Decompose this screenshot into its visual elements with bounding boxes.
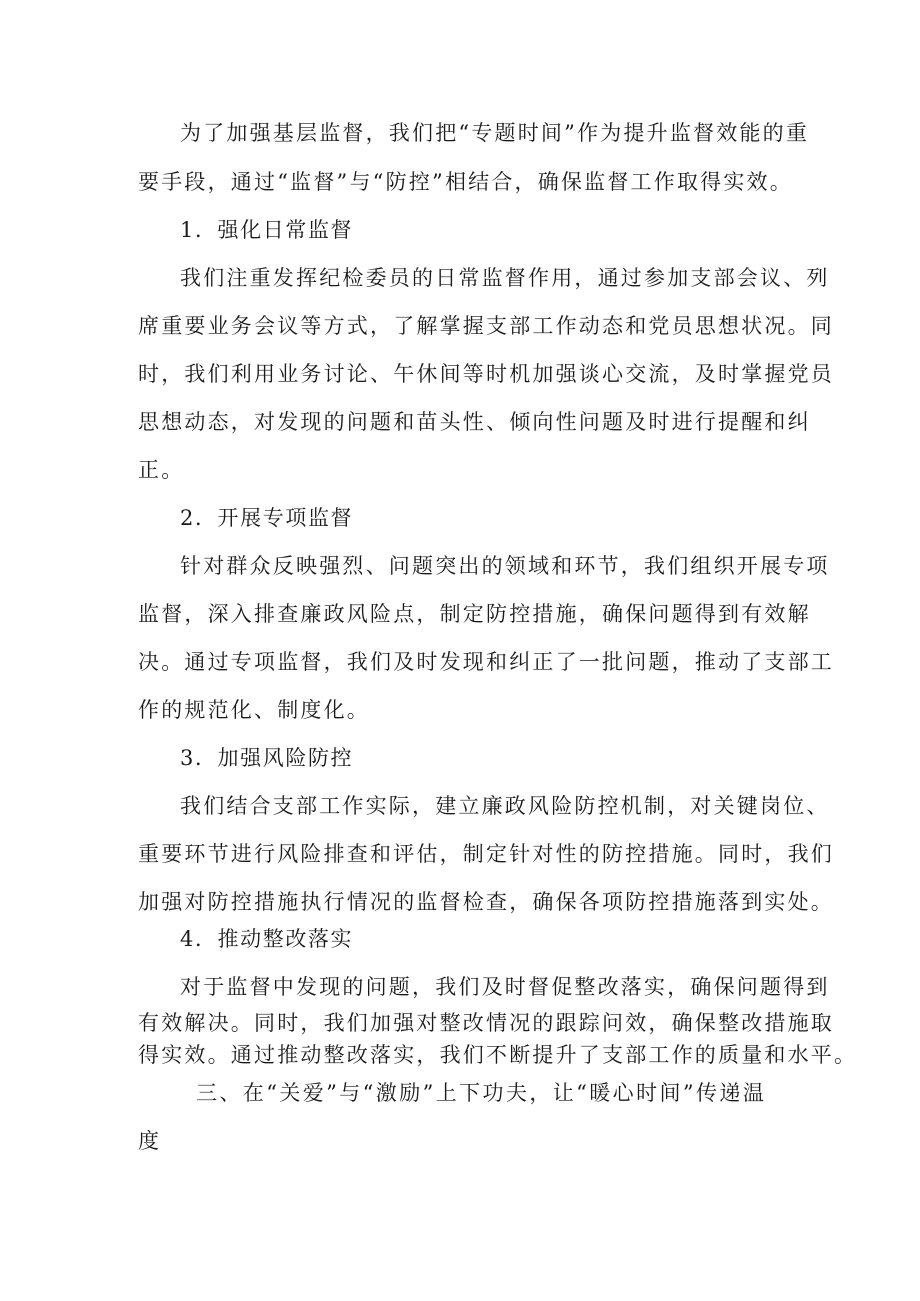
paragraph-line: 作的规范化、制度化。 [138, 698, 370, 722]
paragraph-line: 思想动态，对发现的问题和苗头性、倾向性问题及时进行提醒和纠 [138, 410, 811, 434]
paragraph-line: 要手段，通过“监督”与“防控”相结合，确保监督工作取得实效。 [138, 170, 793, 194]
paragraph-line: 有效解决。同时，我们加强对整改情况的跟踪问效，确保整改措施取 [138, 1011, 834, 1035]
paragraph-line: 加强对防控措施执行情况的监督检查，确保各项防控措施落到实处。 [138, 890, 834, 914]
paragraph-line: 对于监督中发现的问题，我们及时督促整改落实，确保问题得到 [180, 975, 830, 999]
chapter-heading-continued: 度 [138, 1129, 162, 1153]
section-heading-1: 1．强化日常监督 [180, 218, 354, 242]
paragraph-line: 席重要业务会议等方式，了解掌握支部工作动态和党员思想状况。同 [138, 314, 834, 338]
paragraph-line: 正。 [138, 458, 185, 482]
paragraph-line: 时，我们利用业务讨论、午休间等时机加强谈心交流，及时掌握党员 [138, 362, 834, 386]
paragraph-line: 针对群众反映强烈、问题突出的领域和环节，我们组织开展专项 [180, 554, 830, 578]
paragraph-line: 为了加强基层监督，我们把“专题时间”作为提升监督效能的重 [180, 121, 810, 145]
chapter-heading: 三、在“关爱”与“激励”上下功夫，让“暖心时间”传递温 [196, 1081, 767, 1105]
paragraph-line: 我们结合支部工作实际，建立廉政风险防控机制，对关键岗位、 [180, 794, 830, 818]
paragraph-line: 我们注重发挥纪检委员的日常监督作用，通过参加支部会议、列 [180, 266, 830, 290]
paragraph-line: 监督，深入排查廉政风险点，制定防控措施，确保问题得到有效解 [138, 602, 811, 626]
paragraph-line: 得实效。通过推动整改落实，我们不断提升了支部工作的质量和水平。 [138, 1043, 858, 1067]
paragraph-line: 重要环节进行风险排查和评估，制定针对性的防控措施。同时，我们 [138, 842, 834, 866]
paragraph-line: 决。通过专项监督，我们及时发现和纠正了一批问题，推动了支部工 [138, 650, 834, 674]
section-heading-3: 3．加强风险防控 [180, 746, 354, 770]
section-heading-4: 4．推动整改落实 [180, 927, 354, 951]
section-heading-2: 2．开展专项监督 [180, 506, 354, 530]
